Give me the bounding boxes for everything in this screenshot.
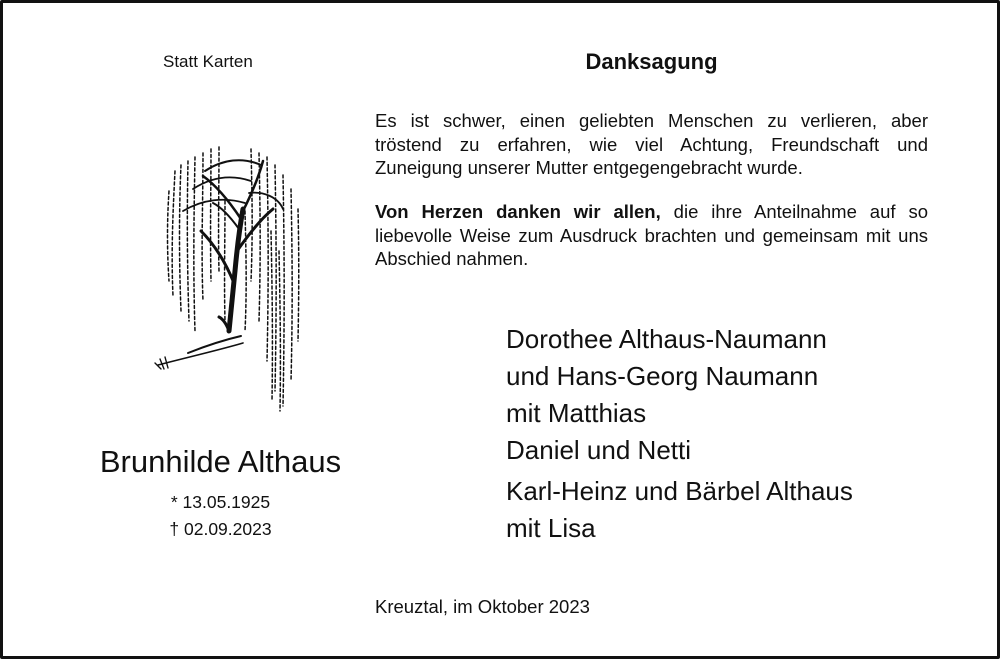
thanks-paragraph-2-text: die ihre Anteilnahme auf so liebevolle Weise zum Ausdruck brachten und gemeinsam mit uns Abschied nahmen.	[375, 201, 928, 269]
page-title: Danksagung	[585, 49, 718, 74]
thanks-paragraph-2-bold: Von Herzen danken wir allen,	[375, 201, 661, 222]
thanks-paragraph-2	[375, 200, 928, 271]
statt-karten-label: Statt Karten	[163, 52, 253, 71]
signature-line: Dorothee Althaus-Naumann	[506, 324, 827, 354]
signature-line: mit Lisa	[506, 513, 596, 543]
place-date: Kreuztal, im Oktober 2023	[375, 596, 590, 617]
deceased-name: Brunhilde Althaus	[99, 444, 342, 479]
thanks-paragraph-1: Es ist schwer, einen geliebten Menschen zu verlieren, aber tröstend zu erfahren, wie viel Achtung, Freundschaft und Zuneigung unserer Mutter entgegengebracht wurde.	[375, 110, 928, 178]
birth-date: * 13.05.1925	[170, 492, 271, 512]
signature-line: mit Matthias	[506, 398, 647, 428]
signature-group-2	[506, 473, 853, 547]
signature-group-1	[506, 321, 827, 469]
weeping-willow-tree-icon	[133, 131, 313, 413]
signature-line: Daniel und Netti	[506, 435, 691, 465]
signature-line: Karl-Heinz und Bärbel Althaus	[506, 476, 853, 506]
death-date: † 02.09.2023	[169, 519, 272, 539]
signature-line: und Hans-Georg Naumann	[506, 361, 819, 391]
